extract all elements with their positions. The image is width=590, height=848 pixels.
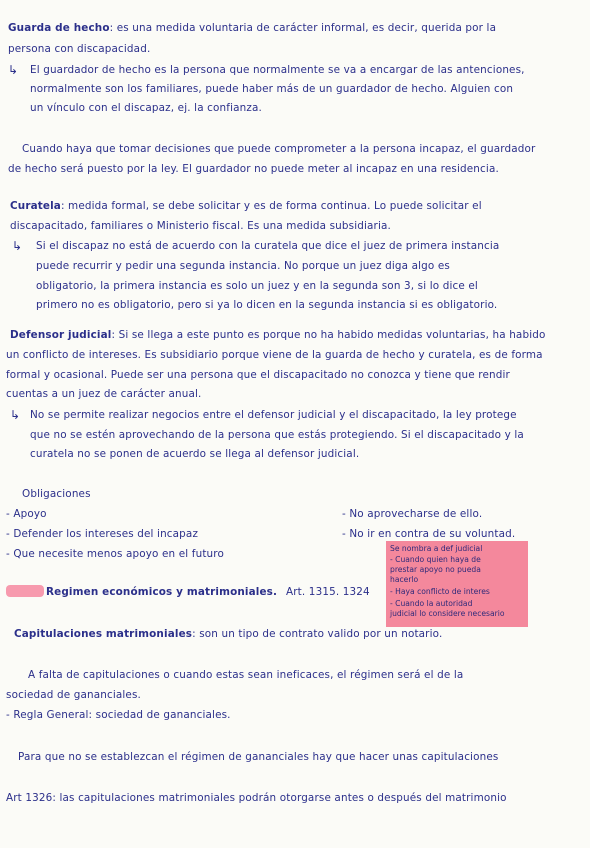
guarda-de-hecho-heading: Guarda de hecho [8, 22, 110, 34]
note-line: - Cuando la autoridad [390, 599, 473, 608]
text-line: discapacitado, familiares o Ministerio fiscal. Es una medida subsidiaria. [10, 220, 391, 232]
note-line: - Haya conflicto de interes [390, 587, 490, 596]
guarda-de-hecho-def: : es una medida voluntaria de carácter informal, es decir, querida por la [109, 22, 497, 34]
text-line: un vínculo con el discapaz, ej. la confianza. [30, 102, 262, 114]
note-line: Se nombra a def judicial [390, 544, 483, 553]
obligaciones-heading: Obligaciones [22, 488, 91, 500]
text-line: primero no es obligatorio, pero si ya lo dicen en la segunda instancia si es obligatorio. [36, 299, 498, 311]
text-line: cuentas a un juez de carácter anual. [6, 388, 202, 400]
text-line: normalmente son los familiares, puede haber más de un guardador de hecho. Alguien con [30, 83, 514, 95]
highlight-mark [6, 585, 44, 597]
text-line: Para que no se establezcan el régimen de gananciales hay que hacer unas capitulaciones [18, 751, 499, 763]
defensor-judicial-heading: Defensor judicial [10, 329, 112, 341]
curatela-heading: Curatela [10, 200, 61, 212]
defensor-judicial-def: : Si se llega a este punto es porque no ha habido medidas voluntarias, ha habido [111, 329, 546, 341]
capitulaciones-line [14, 628, 442, 641]
list-item: - Apoyo [6, 508, 47, 520]
text-line: de hecho será puesto por la ley. El guardador no puede meter al incapaz en una residencia. [8, 163, 499, 175]
note-line: hacerlo [390, 575, 419, 584]
note-line: - Cuando quien haya de [390, 555, 481, 564]
text-line: No se permite realizar negocios entre el defensor judicial y el discapacitado, la ley protege [30, 409, 517, 421]
capitulaciones-def: : son un tipo de contrato valido por un notario. [192, 628, 443, 640]
curatela-def: : medida formal, se debe solicitar y es de forma continua. Lo puede solicitar el [60, 200, 482, 212]
text-line: que no se estén aprovechando de la persona que estás protegiendo. Si el discapacitado y la [30, 429, 524, 441]
text-line: El guardador de hecho es la persona que normalmente se va a encargar de las antenciones, [30, 64, 525, 76]
text-line: puede recurrir y pedir una segunda instancia. No porque un juez diga algo es [36, 260, 450, 272]
regimen-heading: Regimen económicos y matrimoniales. [46, 586, 278, 598]
arrow-icon: ↳ [8, 63, 19, 77]
text-line: Cuando haya que tomar decisiones que puede comprometer a la persona incapaz, el guardador [22, 143, 536, 155]
text-line: obligatorio, la primera instancia es solo un juez y en la segunda son 3, si lo dice el [36, 280, 478, 292]
text-line: Art 1326: las capitulaciones matrimoniales podrán otorgarse antes o después del matrimonio [6, 792, 507, 804]
list-item: - Que necesite menos apoyo en el futuro [6, 548, 224, 560]
arrow-icon: ↳ [12, 239, 23, 253]
guarda-de-hecho-line1 [8, 22, 496, 35]
text-line: Si el discapaz no está de acuerdo con la curatela que dice el juez de primera instancia [36, 240, 500, 252]
regimen-articles: Art. 1315. 1324 [286, 586, 370, 598]
note-line: prestar apoyo no pueda [390, 565, 481, 574]
text-line: persona con discapacidad. [8, 43, 151, 55]
text-line: un conflicto de intereses. Es subsidiario porque viene de la guarda de hecho y curatela, es de forma [6, 349, 543, 361]
text-line: - Regla General: sociedad de gananciales. [6, 709, 231, 721]
list-item: - No aprovecharse de ello. [342, 508, 483, 520]
curatela-line1 [10, 200, 482, 213]
text-line: formal y ocasional. Puede ser una persona que el discapacitado no conozca y tiene que rendir [6, 369, 510, 381]
arrow-icon: ↳ [10, 408, 21, 422]
list-item: - No ir en contra de su voluntad. [342, 528, 516, 540]
defensor-judicial-line1 [10, 329, 545, 342]
sticky-note [386, 541, 528, 627]
note-line: judicial lo considere necesario [390, 609, 505, 618]
text-line: A falta de capitulaciones o cuando estas sean ineficaces, el régimen será el de la [28, 669, 464, 681]
list-item: - Defender los intereses del incapaz [6, 528, 199, 540]
text-line: curatela no se ponen de acuerdo se llega al defensor judicial. [30, 448, 360, 460]
text-line: sociedad de gananciales. [6, 689, 141, 701]
capitulaciones-heading: Capitulaciones matrimoniales [14, 628, 193, 640]
